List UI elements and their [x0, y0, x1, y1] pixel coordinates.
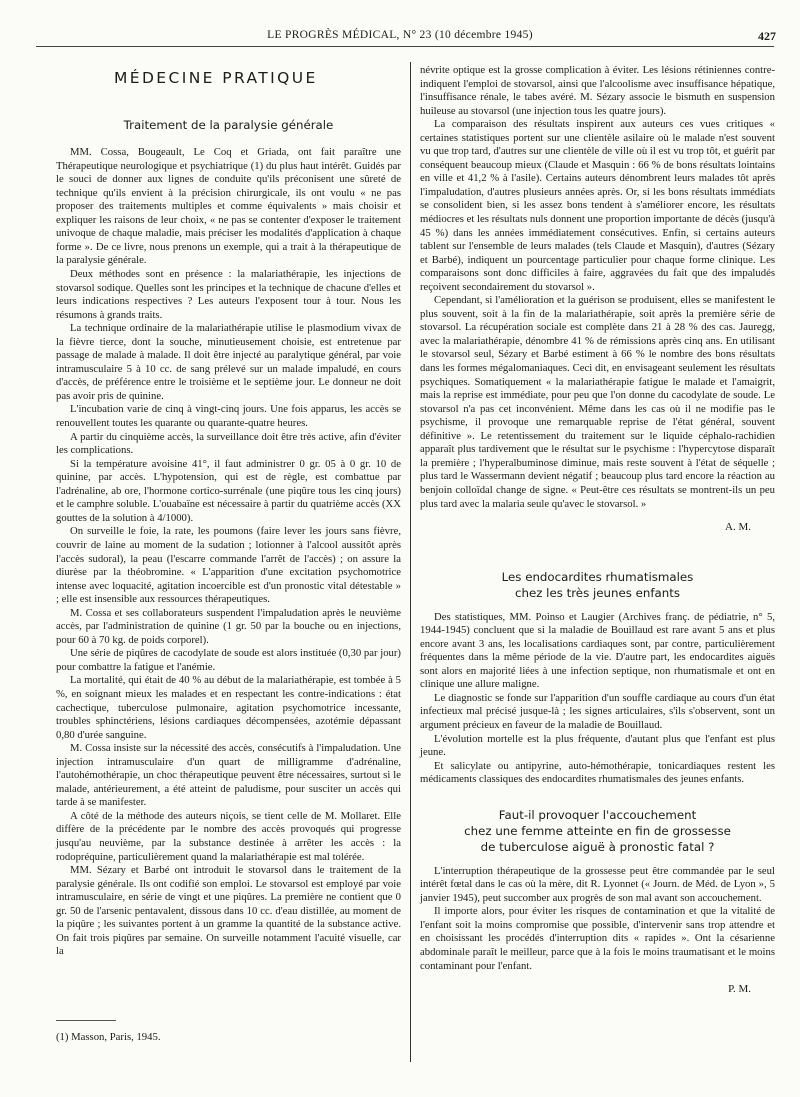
paragraph: M. Cossa et ses collaborateurs suspendent l'impaludation après le neuvième accès, par l'administration de quinine (1 gr. 50 par la bouche ou en injections, pour 60 à 70 kg. de poids corporel). [56, 606, 401, 646]
title-line: Les endocardites rhumatismales [501, 569, 694, 584]
paragraph: L'interruption thérapeutique de la grossesse peut être commandée par le seul intérêt fœtal dans le cas où la mère, dit R. Lyonnet (« Journ. de Méd. de Lyon », 5 janvier 1945), peut succomber aux progrès de son mal avant son accouchement. [420, 864, 775, 904]
page-number: 427 [758, 29, 776, 43]
title-line: chez les très jeunes enfants [515, 585, 680, 600]
running-head [0, 29, 800, 45]
title-line: Faut-il provoquer l'accouchement [498, 807, 697, 822]
title-line: chez une femme atteinte en fin de grossesse [464, 823, 731, 838]
title-line: de tuberculose aiguë à pronostic fatal ? [480, 839, 715, 854]
paragraph: On surveille le foie, la rate, les poumons (faire lever les jours sans fièvre, couvrir de laine au moment de la sudation ; lotionner à l'alcool aussitôt après l'accès sudoral), la peau (l'escarre commande l'arrêt de l'accès) ; on assure la diurèse par la théobromine. « L'apparition d'une excitation psychomotrice intense avec loquacité, agitation incoercible est d'un pronostic vital détestable » ; elle est insensible aux ressources thérapeutiques. [56, 525, 401, 606]
left-column [56, 62, 401, 959]
paragraph: névrite optique est la grosse complication à éviter. Les lésions rétiniennes contre-indiquent l'emploi de stovarsol, ainsi que l'alcoolisme avec insuffisance hépatique, l'insuffisance rénale, le tabes avéré. M. Sézary associe le bismuth en suspension huileuse au stovarsol (une injection tous les quatre jours). [420, 64, 775, 117]
paragraph: L'incubation varie de cinq à vingt-cinq jours. Une fois apparus, les accès se renouvellent toutes les quarante ou quarante-quatre heures. [56, 403, 401, 430]
column-divider [410, 62, 411, 1062]
signature: P. M. [728, 983, 751, 996]
paragraph: La mortalité, qui était de 40 % au début de la malariathérapie, est tombée à 5 %, en soignant mieux les malades et en respectant les contre-indications : état cachectique, tuberculose pulmonaire, agitation psychomotrice incessante, troubles sphinctériens, lésions cardiaques décompensées, azotémie dépassant 0,80 d'urée sanguine. [56, 674, 401, 741]
header-rule [36, 46, 774, 47]
paragraph: Deux méthodes sont en présence : la malariathérapie, les injections de stovarsol sodique. Quelles sont les principes et la technique de chacune d'elles et leurs indications respectives ? Les auteurs l'exposent tour à tour. Nous les résumons à grands traits. [56, 268, 401, 321]
section-title: MÉDECINE PRATIQUE [114, 69, 318, 87]
footnote-rule [56, 1020, 116, 1021]
article-title-accouchement [420, 807, 775, 855]
paragraph: Une série de piqûres de cacodylate de soude est alors instituée (0,30 par jour) pour combattre la fatigue et l'anémie. [56, 647, 401, 673]
paragraph: A côté de la méthode des auteurs niçois, se tient celle de M. Mollaret. Elle diffère de la précédente par le nombre des accès provoqués qui progresse jusqu'au neuvième, par la substance destinée à arrêter les accès : la rodopréquine, particulièrement quand la malariathérapie est mal tolérée. [56, 809, 401, 863]
footnote: (1) Masson, Paris, 1945. [56, 1031, 161, 1043]
paragraph: La comparaison des résultats inspirent aux auteurs ces vues critiques « certaines statistiques portent sur une clientèle asilaire où le malade n'est souvent vu que trop tard, d'autres sur une clientèle de ville où il est vu trop tôt, et guérit par conséquent beaucoup mieux (Claude et Masquin : 66 % de bons résultats lointains en ville et 41,2 % à l'asile). Certains auteurs dénombrent leurs malades tôt après l'impaludation, d'autres plusieurs années après. Or, si les bons résultats immédiats se consolident bien, si les assez bons tendent à s'améliorer encore, les résultats médiocres et les résultats nuls donnent une proportion importante de décès (jusqu'à 45 %) dans les années immédiatement consécutives. Enfin, si certains auteurs tablent sur l'ensemble de leurs malades (tels Claude et Masquin), d'autres (Sézary et Barbé), indiquent un pourcentage particulier pour chaque forme clinique. Les comparaisons sont donc difficiles à faire, aggravées du fait que des impaludés reçoivent secondairement du stovarsol ». [420, 118, 775, 293]
journal-header: LE PROGRÈS MÉDICAL, N° 23 (10 décembre 1945) [267, 29, 533, 41]
paragraph: MM. Cossa, Bougeault, Le Coq et Griada, ont fait paraître une Thérapeutique neurologique et psychiatrique (1) du plus haut intérêt. Guidés par le souci de donner aux lignes de conduite qu'ils préconisent une sûreté de technique qu'ils envient à la précision chirurgicale, ils ont voulu « ne pas proposer des traitements multiples et comme équivalents » mais choisir et expliquer les raisons de leur choix, « ne pas se contenter d'exposer le traitement univoque de chaque maladie, mais préciser les modalités d'application à chaque forme ». De ce livre, nous prenons un exemple, qui a trait à la thérapeutique de la paralysie générale. [56, 146, 401, 267]
signature: A. M. [725, 521, 751, 534]
paragraph: Et salicylate ou antipyrine, auto-hémothérapie, tonicardiaques restent les médicaments classiques des endocardites rhumatismales des jeunes enfants. [420, 759, 775, 786]
paragraph: Des statistiques, MM. Poinso et Laugier (Archives franç. de pédiatrie, n° 5, 1944-1945) concluent que si la maladie de Bouillaud est rare avant 5 ans et plus encore avant 3 ans, les localisations cardiaques sont, par contre, particulièrement fréquentes dans la même période de la vie. D'autre part, les endocardites aiguës sont alors en majorité liées à une infection septique, non rhumatismale et ont en clinique une allure maligne. [420, 610, 775, 691]
paragraph: M. Cossa insiste sur la nécessité des accès, consécutifs à l'impaludation. Une injection intramusculaire d'un quart de milligramme d'adrénaline, l'autohémothérapie, un choc thérapeutique peuvent être nécessaires, surtout si le malade, antérieurement, a été atteint de paludisme, pour susciter un accès qui tarde à se manifester. [56, 742, 401, 809]
article-title-endocardites [420, 569, 775, 601]
paragraph: Cependant, si l'amélioration et la guérison se produisent, elles se manifestent le plus souvent, soit à la fin de la malariathérapie, soit après la première série de stovarsol. La récupération sociale est complète dans 21 à 28 % des cas. Jauregg, avec la malariathérapie, dénombre 41 % de rémissions après cinq ans. En utilisant le stovarsol seul, Sézary et Barbé estiment à 66 % le nombre des bons résultats dans les formes mégalomaniaques. Ceci dit, en envisageant seulement les résultats psychiques. Somatiquement « la malariathérapie fatigue le malade et l'amaigrit, mais la reprise est immédiate, pour peu que l'on donne du cacodylate de soude. Le stovarsol n'a pas cet inconvénient. Même dans les cas où il ne modifie pas le psychisme, il provoque une remarquable reprise de l'état général, souvent définitive ». Le retentissement du traitement sur le liquide céphalo-rachidien apparaît plus tardivement que le résultat sur le psychisme : l'hypercytose disparaît la première ; l'hyperalbuminose diminue, mais reste souvent à l'état de séquelle ; plus tard le Wassermann devient négatif ; beaucoup plus tard encore la réaction au benjoin colloïdal change de signe. « Peut-être ces résultats se montrent-ils un peu plus tard avec la malaria seule qu'avec le stovarsol. » [420, 294, 775, 510]
paragraph: Il importe alors, pour éviter les risques de contamination et que la vitalité de l'enfant soit la moins compromise que possible, d'intervenir sans trop attendre et en choisissant les procédés d'interruption dits « rapides ». Ont la césarienne abdominale paraît le meilleur, parce que à la fois le moins traumatisant et le moins contaminant pour l'enfant. [420, 905, 775, 972]
paragraph: La technique ordinaire de la malariathérapie utilise le plasmodium vivax de la fièvre tierce, dont la souche, minutieusement choisie, est entretenue par passage de malade à malade. Il doit être injecté au paralytique général, par voie intramusculaire 5 à 10 cc. de sang prélevé sur un malade impaludé, en cours d'accès, de préférence entre le troisième et le septième jour. Le donneur ne doit pas avoir pris de quinine. [56, 322, 401, 402]
article-title-paralysie: Traitement de la paralysie générale [123, 117, 334, 132]
paragraph: MM. Sézary et Barbé ont introduit le stovarsol dans le traitement de la paralysie générale. Ils ont codifié son emploi. Le stovarsol est employé par voie intramusculaire, en série de vingt et une piqûres. La première ne contient que 0 gr. 50 de l'arsenic pentavalent, dissous dans 10 cc. d'eau distillée, au moment de la piqûre ; les suivantes portent à un gramme la quantité de la substance active. On fait trois piqûres par semaine. On surveille notamment l'acuité visuelle, car la [56, 864, 401, 958]
paragraph: L'évolution mortelle est la plus fréquente, d'autant plus que l'enfant est plus jeune. [420, 732, 775, 759]
paragraph: A partir du cinquième accès, la surveillance doit être très active, afin d'éviter les complications. [56, 430, 401, 457]
paragraph: Si la température avoisine 41°, il faut administrer 0 gr. 05 à 0 gr. 10 de quinine, par accès. L'hypotension, qui est de règle, est combattue par l'adrénaline, ab ore, l'hormone cortico-surrénale (une piqûre tous les cinq jours) et le camphre soluble. L'ouabaïne est nécessaire à partir du quatrième accès (XX gouttes de la solution à 4/1000). [56, 457, 401, 524]
right-column [420, 64, 775, 997]
paragraph: Le diagnostic se fonde sur l'apparition d'un souffle cardiaque au cours d'un état infectieux mal précisé jusque-là ; les signes articulaires, s'ils s'observent, sont un argument précieux en faveur de la maladie de Bouillaud. [420, 691, 775, 731]
